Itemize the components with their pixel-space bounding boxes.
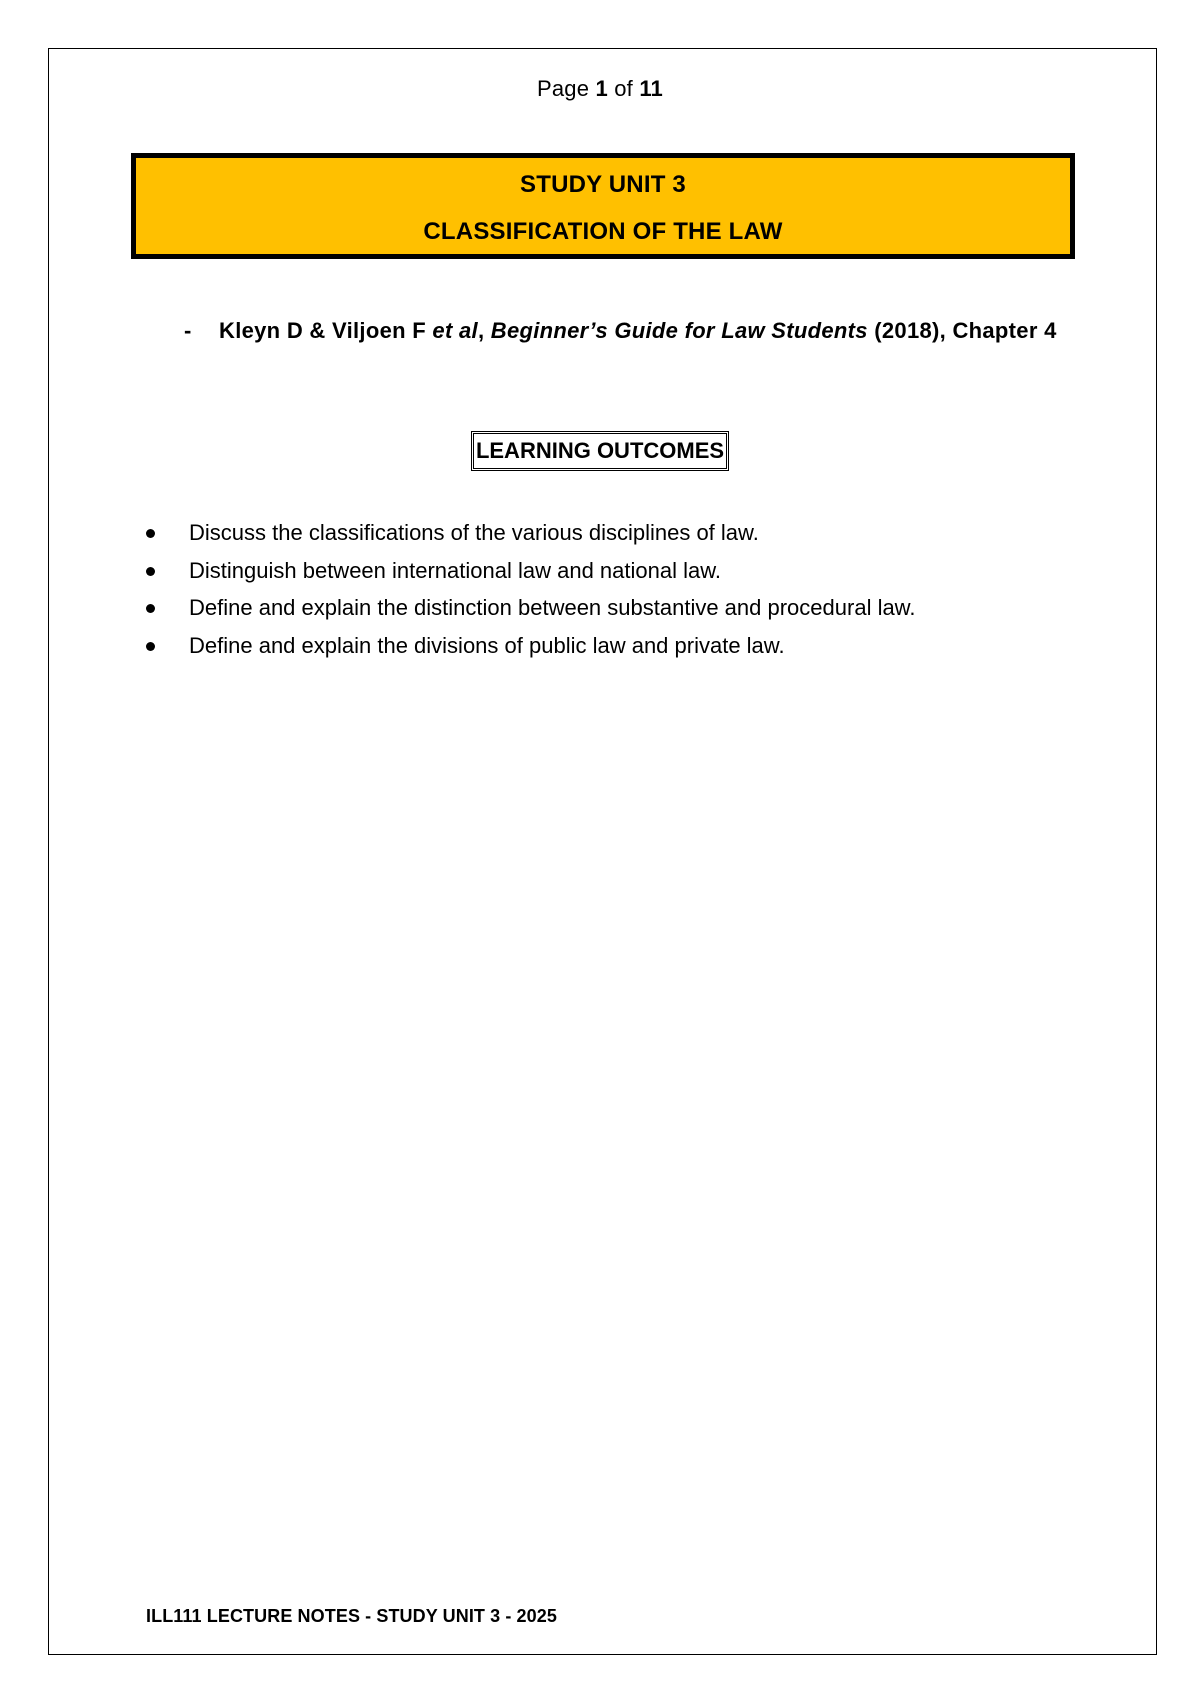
learning-outcomes-heading: LEARNING OUTCOMES [471,431,729,471]
page-of: of [614,76,633,101]
reference-year-chapter: (2018), Chapter 4 [874,318,1057,343]
bullet-icon [146,567,155,576]
list-item [138,552,1078,590]
reference-authors: Kleyn D & Viljoen F [219,318,426,343]
page-prefix: Page [537,76,590,101]
bullet-icon [146,604,155,613]
study-unit-label: STUDY UNIT 3 [520,171,686,198]
page-current: 1 [595,76,608,101]
reading-reference [184,314,1064,348]
list-item [138,589,1078,627]
page-number [0,76,1200,102]
learning-outcomes-list [138,514,1078,664]
outcome-text: Define and explain the distinction between substantive and procedural law. [189,595,916,620]
reference-comma: , [477,318,485,343]
bullet-icon [146,529,155,538]
reference-et-al: et al [432,318,478,343]
reference-text [219,314,1064,348]
study-unit-title-box [131,153,1075,259]
learning-outcomes-heading-wrap [0,431,1200,471]
bullet-icon [146,642,155,651]
outcome-text: Discuss the classifications of the various disciplines of law. [189,520,759,545]
reference-dash: - [184,318,192,343]
reference-book-title: Beginner’s Guide for Law Students [490,318,868,343]
study-unit-title: CLASSIFICATION OF THE LAW [423,218,783,245]
page-border [48,48,1157,1655]
page-footer: ILL111 LECTURE NOTES - STUDY UNIT 3 - 2025 [146,1606,557,1626]
list-item [138,514,1078,552]
page-total: 11 [639,76,663,101]
outcome-text: Distinguish between international law and national law. [189,557,722,583]
outcome-text: Define and explain the divisions of public law and private law. [189,632,785,658]
list-item [138,627,1078,665]
